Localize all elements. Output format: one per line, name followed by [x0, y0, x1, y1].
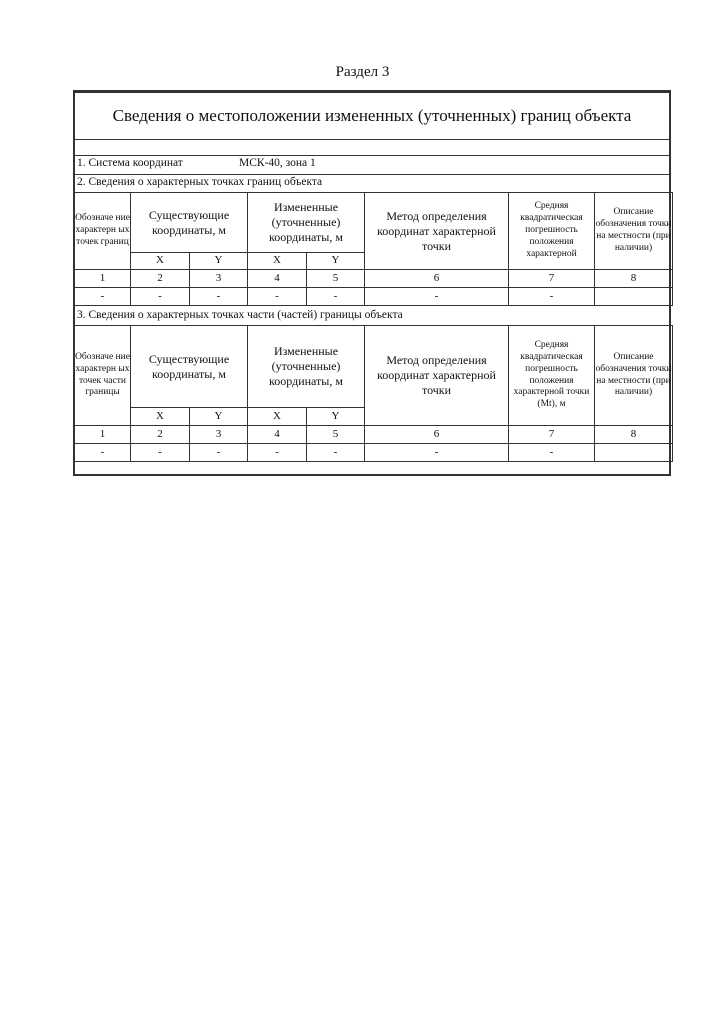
table-cell: - [131, 288, 190, 306]
table-cell: - [509, 444, 595, 462]
column-number-row [75, 270, 673, 288]
col-changed-header: Измененные (уточненные) координаты, м [248, 193, 365, 253]
table-cell: - [509, 288, 595, 306]
x-header: X [131, 253, 190, 270]
column-number: 5 [307, 270, 365, 288]
col-designation-header: Обозначе ние характерн ых точек части границы [75, 326, 131, 426]
table-cell [595, 444, 673, 462]
col-accuracy-header: Средняя квадратическая погрешность положения характерной точки (Mt), м [509, 326, 595, 426]
column-number: 2 [131, 270, 190, 288]
main-title: Сведения о местоположении измененных (уточненных) границ объекта [112, 106, 632, 125]
table-cell: - [248, 288, 307, 306]
table-cell: - [75, 444, 131, 462]
y-header: Y [190, 253, 248, 270]
x-header: X [248, 408, 307, 426]
y-header: Y [190, 408, 248, 426]
col-description-header: Описание обозначения точки на местности (при наличии) [595, 193, 673, 270]
section3-title: 3. Сведения о характерных точках части (частей) границы объекта [77, 309, 403, 321]
section3-table [74, 325, 673, 462]
divider [75, 155, 669, 156]
table-cell: - [75, 288, 131, 306]
table-cell: - [307, 288, 365, 306]
y-header: Y [307, 408, 365, 426]
col-accuracy-header: Средняя квадратическая погрешность положения характерной [509, 193, 595, 270]
coord-system-value: МСК-40, зона 1 [239, 157, 316, 169]
col-existing-header: Существующие координаты, м [131, 326, 248, 408]
column-number: 6 [365, 270, 509, 288]
column-number: 8 [595, 270, 673, 288]
section2-title: 2. Сведения о характерных точках границ объекта [77, 176, 323, 188]
coord-system-row [77, 157, 316, 169]
divider [75, 139, 669, 140]
col-changed-header: Измененные (уточненные) координаты, м [248, 326, 365, 408]
table-cell [595, 288, 673, 306]
section-title: Раздел 3 [335, 64, 390, 80]
column-number: 1 [75, 426, 131, 444]
column-number-row [75, 426, 673, 444]
col-existing-header: Существующие координаты, м [131, 193, 248, 253]
table-cell: - [190, 444, 248, 462]
table-cell: - [365, 288, 509, 306]
col-description-header: Описание обозначения точки на местности (при наличии) [595, 326, 673, 426]
form-frame [73, 90, 671, 476]
column-number: 4 [248, 426, 307, 444]
x-header: X [131, 408, 190, 426]
column-number: 7 [509, 270, 595, 288]
column-number: 4 [248, 270, 307, 288]
table-cell: - [131, 444, 190, 462]
table-cell: - [365, 444, 509, 462]
table-row [75, 444, 673, 462]
table-row [75, 288, 673, 306]
column-number: 3 [190, 426, 248, 444]
table-cell: - [190, 288, 248, 306]
column-number: 1 [75, 270, 131, 288]
coord-system-label: 1. Система координат [77, 157, 183, 169]
divider [75, 174, 669, 175]
col-method-header: Метод определения координат характерной точки [365, 326, 509, 426]
column-number: 2 [131, 426, 190, 444]
col-method-header: Метод определения координат характерной точки [365, 193, 509, 270]
y-header: Y [307, 253, 365, 270]
table-cell: - [248, 444, 307, 462]
column-number: 8 [595, 426, 673, 444]
table-cell: - [307, 444, 365, 462]
column-number: 3 [190, 270, 248, 288]
section2-table [74, 192, 673, 306]
column-number: 7 [509, 426, 595, 444]
col-designation-header: Обозначе ние характерн ых точек границ [75, 193, 131, 270]
column-number: 5 [307, 426, 365, 444]
x-header: X [248, 253, 307, 270]
column-number: 6 [365, 426, 509, 444]
